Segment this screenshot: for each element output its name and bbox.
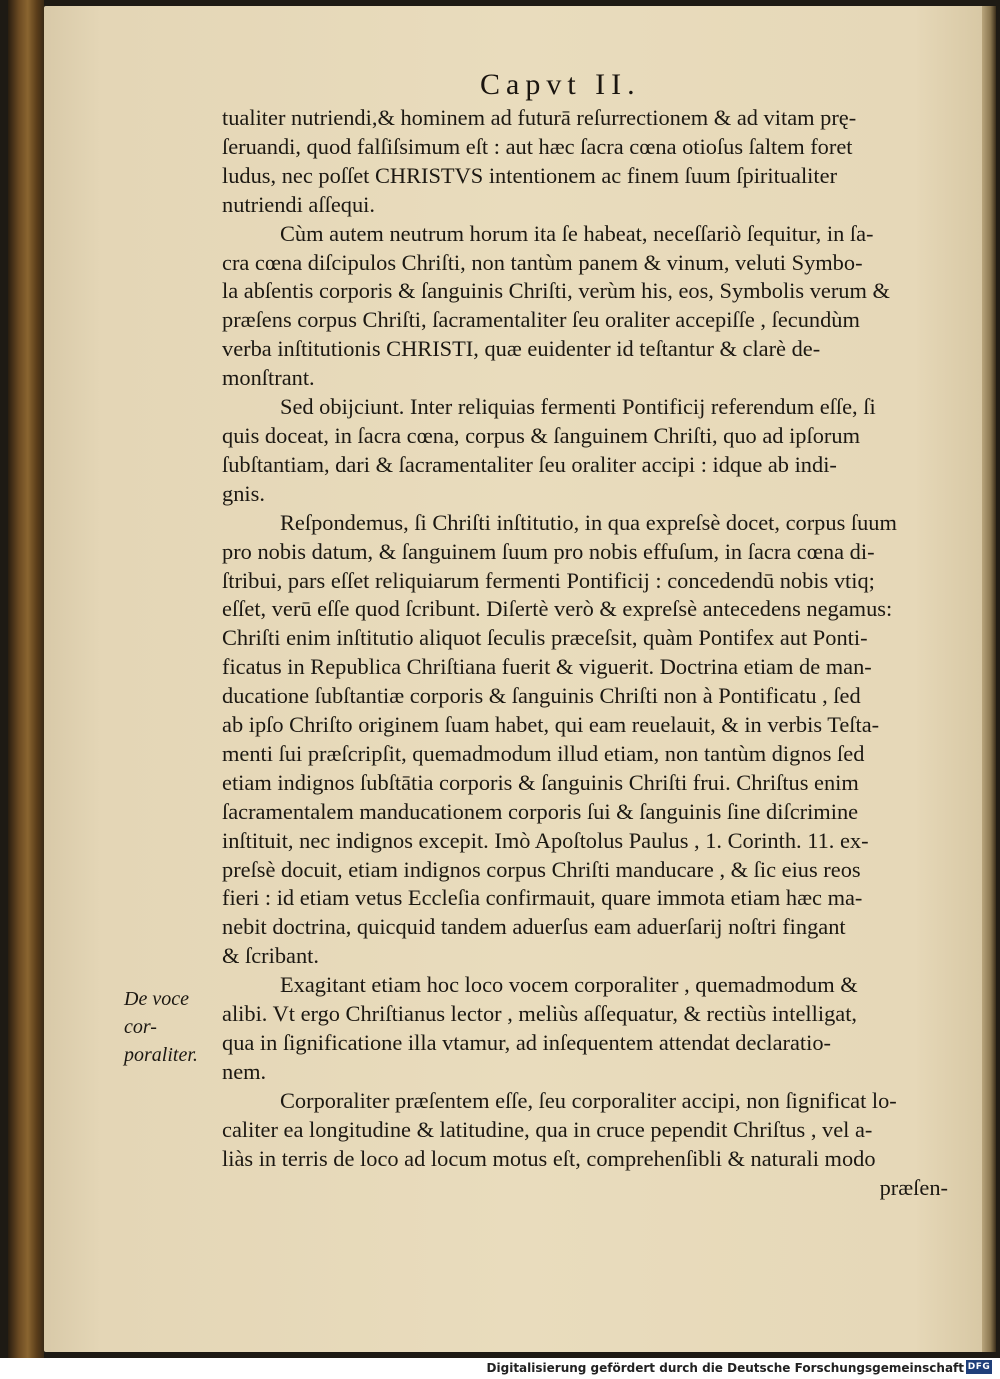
- text-line: quis doceat, in ſacra cœna, corpus & ſanguinem Chriſti, quo ad ipſorum: [222, 422, 860, 448]
- margin-note: [124, 985, 222, 1069]
- text-line: ludus, nec poſſet CHRISTVS intentionem ac finem ſuum ſpiritualiter: [222, 162, 838, 188]
- catchword: præſen-: [879, 1174, 948, 1200]
- text-line: preſsè docuit, etiam indignos corpus Chriſti manducare , & ſic eius reos: [222, 856, 861, 882]
- text-line: cra cœna diſcipulos Chriſti, non tantùm panem & vinum, veluti Symbo-: [222, 249, 863, 275]
- funding-credit: Digitalisierung gefördert durch die Deutsche Forschungsgemeinschaft: [486, 1361, 964, 1375]
- text-line: ſacramentalem manducationem corporis ſui & ſanguinis ſine diſcrimine: [222, 798, 859, 824]
- text-line: qua in ſignificatione illa vtamur, ad inſequentem attendat declaratio-: [222, 1030, 832, 1055]
- text-line: nebit doctrina, quicquid tandem aduerſus eam aduerſarij noſtri fingant: [222, 914, 846, 940]
- margin-note-line: poraliter.: [124, 1044, 198, 1066]
- text-line: eſſet, verū eſſe quod ſcribunt. Diſertè verò & expreſsè antecedens negamus:: [222, 596, 893, 622]
- text-line: monſtrant.: [222, 365, 315, 391]
- text-line: tualiter nutriendi,& hominem ad futurā reſurrectionem & ad vitam prę-: [222, 105, 857, 130]
- text-line: ſtribui, pars eſſet reliquiarum fermenti Pontificij : concedendū nobis vtiq;: [222, 567, 875, 593]
- text-line: la abſentis corporis & ſanguinis Chriſti, verùm his, eos, Symbolis verum &: [222, 278, 890, 304]
- margin-note-line: De voce cor-: [124, 988, 189, 1038]
- text-line: Reſpondemus, ſi Chriſti inſtitutio, in qua expreſsè docet, corpus ſuum: [280, 509, 897, 535]
- text-line: inſtituit, nec indignos excepit. Imò Apoſtolus Paulus , 1. Corinth. 11. ex-: [222, 827, 869, 853]
- text-line: caliter ea longitudine & latitudine, qua in cruce pependit Chriſtus , vel a-: [222, 1116, 873, 1142]
- text-line: pro nobis datum, & ſanguinem ſuum pro nobis effuſum, in ſacra cœna di-: [222, 538, 875, 564]
- text-line: alibi. Vt ergo Chriſtianus lector , meliùs aſſequatur, & rectiùs intelligat,: [222, 1001, 858, 1027]
- text-line: & ſcribant.: [222, 943, 319, 969]
- text-line: verba inſtitutionis CHRISTI, quæ euidenter id teſtantur & clarè de-: [222, 336, 821, 362]
- text-line: ab ipſo Chriſto originem ſuam habet, qui eam reuelauit, & in verbis Teſta-: [222, 712, 880, 738]
- dfg-logo-icon: DFG: [967, 1362, 991, 1372]
- page-right-edge: [982, 6, 996, 1352]
- text-line: ducatione ſubſtantiæ corporis & ſanguinis Chriſti non à Pontificatu , ſed: [222, 683, 861, 709]
- text-line: ficatus in Republica Chriſtiana fuerit & viguerit. Doctrina etiam de man-: [222, 654, 872, 680]
- text-line: ſeruandi, quod falſiſsimum eſt : aut hæc ſacra cœna otioſus ſaltem foret: [222, 133, 853, 159]
- text-line: Chriſti enim inſtitutio aliquot ſeculis præceſsit, quàm Pontifex aut Ponti-: [222, 625, 868, 651]
- book-spine-edge: [8, 0, 44, 1358]
- text-line: Corporaliter præſentem eſſe, ſeu corporaliter accipi, non ſignificat lo-: [280, 1087, 897, 1113]
- main-text: [222, 104, 948, 1202]
- text-line: liàs in terris de loco ad locum motus eſt, comprehenſibli & naturali modo: [222, 1145, 876, 1171]
- text-line: Exagitant etiam hoc loco vocem corporaliter , quemadmodum &: [280, 972, 858, 998]
- text-line: nutriendi aſſequi.: [222, 191, 375, 217]
- text-line: Cùm autem neutrum horum ita ſe habeat, neceſſariò ſequitur, in ſa-: [280, 220, 874, 246]
- text-line: nem.: [222, 1058, 267, 1084]
- running-head: Capvt II.: [480, 68, 641, 101]
- text-line: etiam indignos ſubſtātia corporis & ſanguinis Chriſti frui. Chriſtus enim: [222, 769, 859, 795]
- text-line: fieri : id etiam vetus Eccleſia confirmauit, quare immota etiam hæc ma-: [222, 885, 863, 911]
- text-line: Sed obijciunt. Inter reliquias fermenti Pontificij referendum eſſe, ſi: [280, 394, 876, 420]
- text-line: præſens corpus Chriſti, ſacramentaliter ſeu oraliter accepiſſe , ſecundùm: [222, 307, 860, 333]
- text-line: menti ſui præſcripſit, quemadmodum illud etiam, non tantùm dignos ſed: [222, 740, 865, 766]
- text-line: gnis.: [222, 480, 265, 506]
- text-line: ſubſtantiam, dari & ſacramentaliter ſeu oraliter accipi : idque ab indi-: [222, 451, 837, 477]
